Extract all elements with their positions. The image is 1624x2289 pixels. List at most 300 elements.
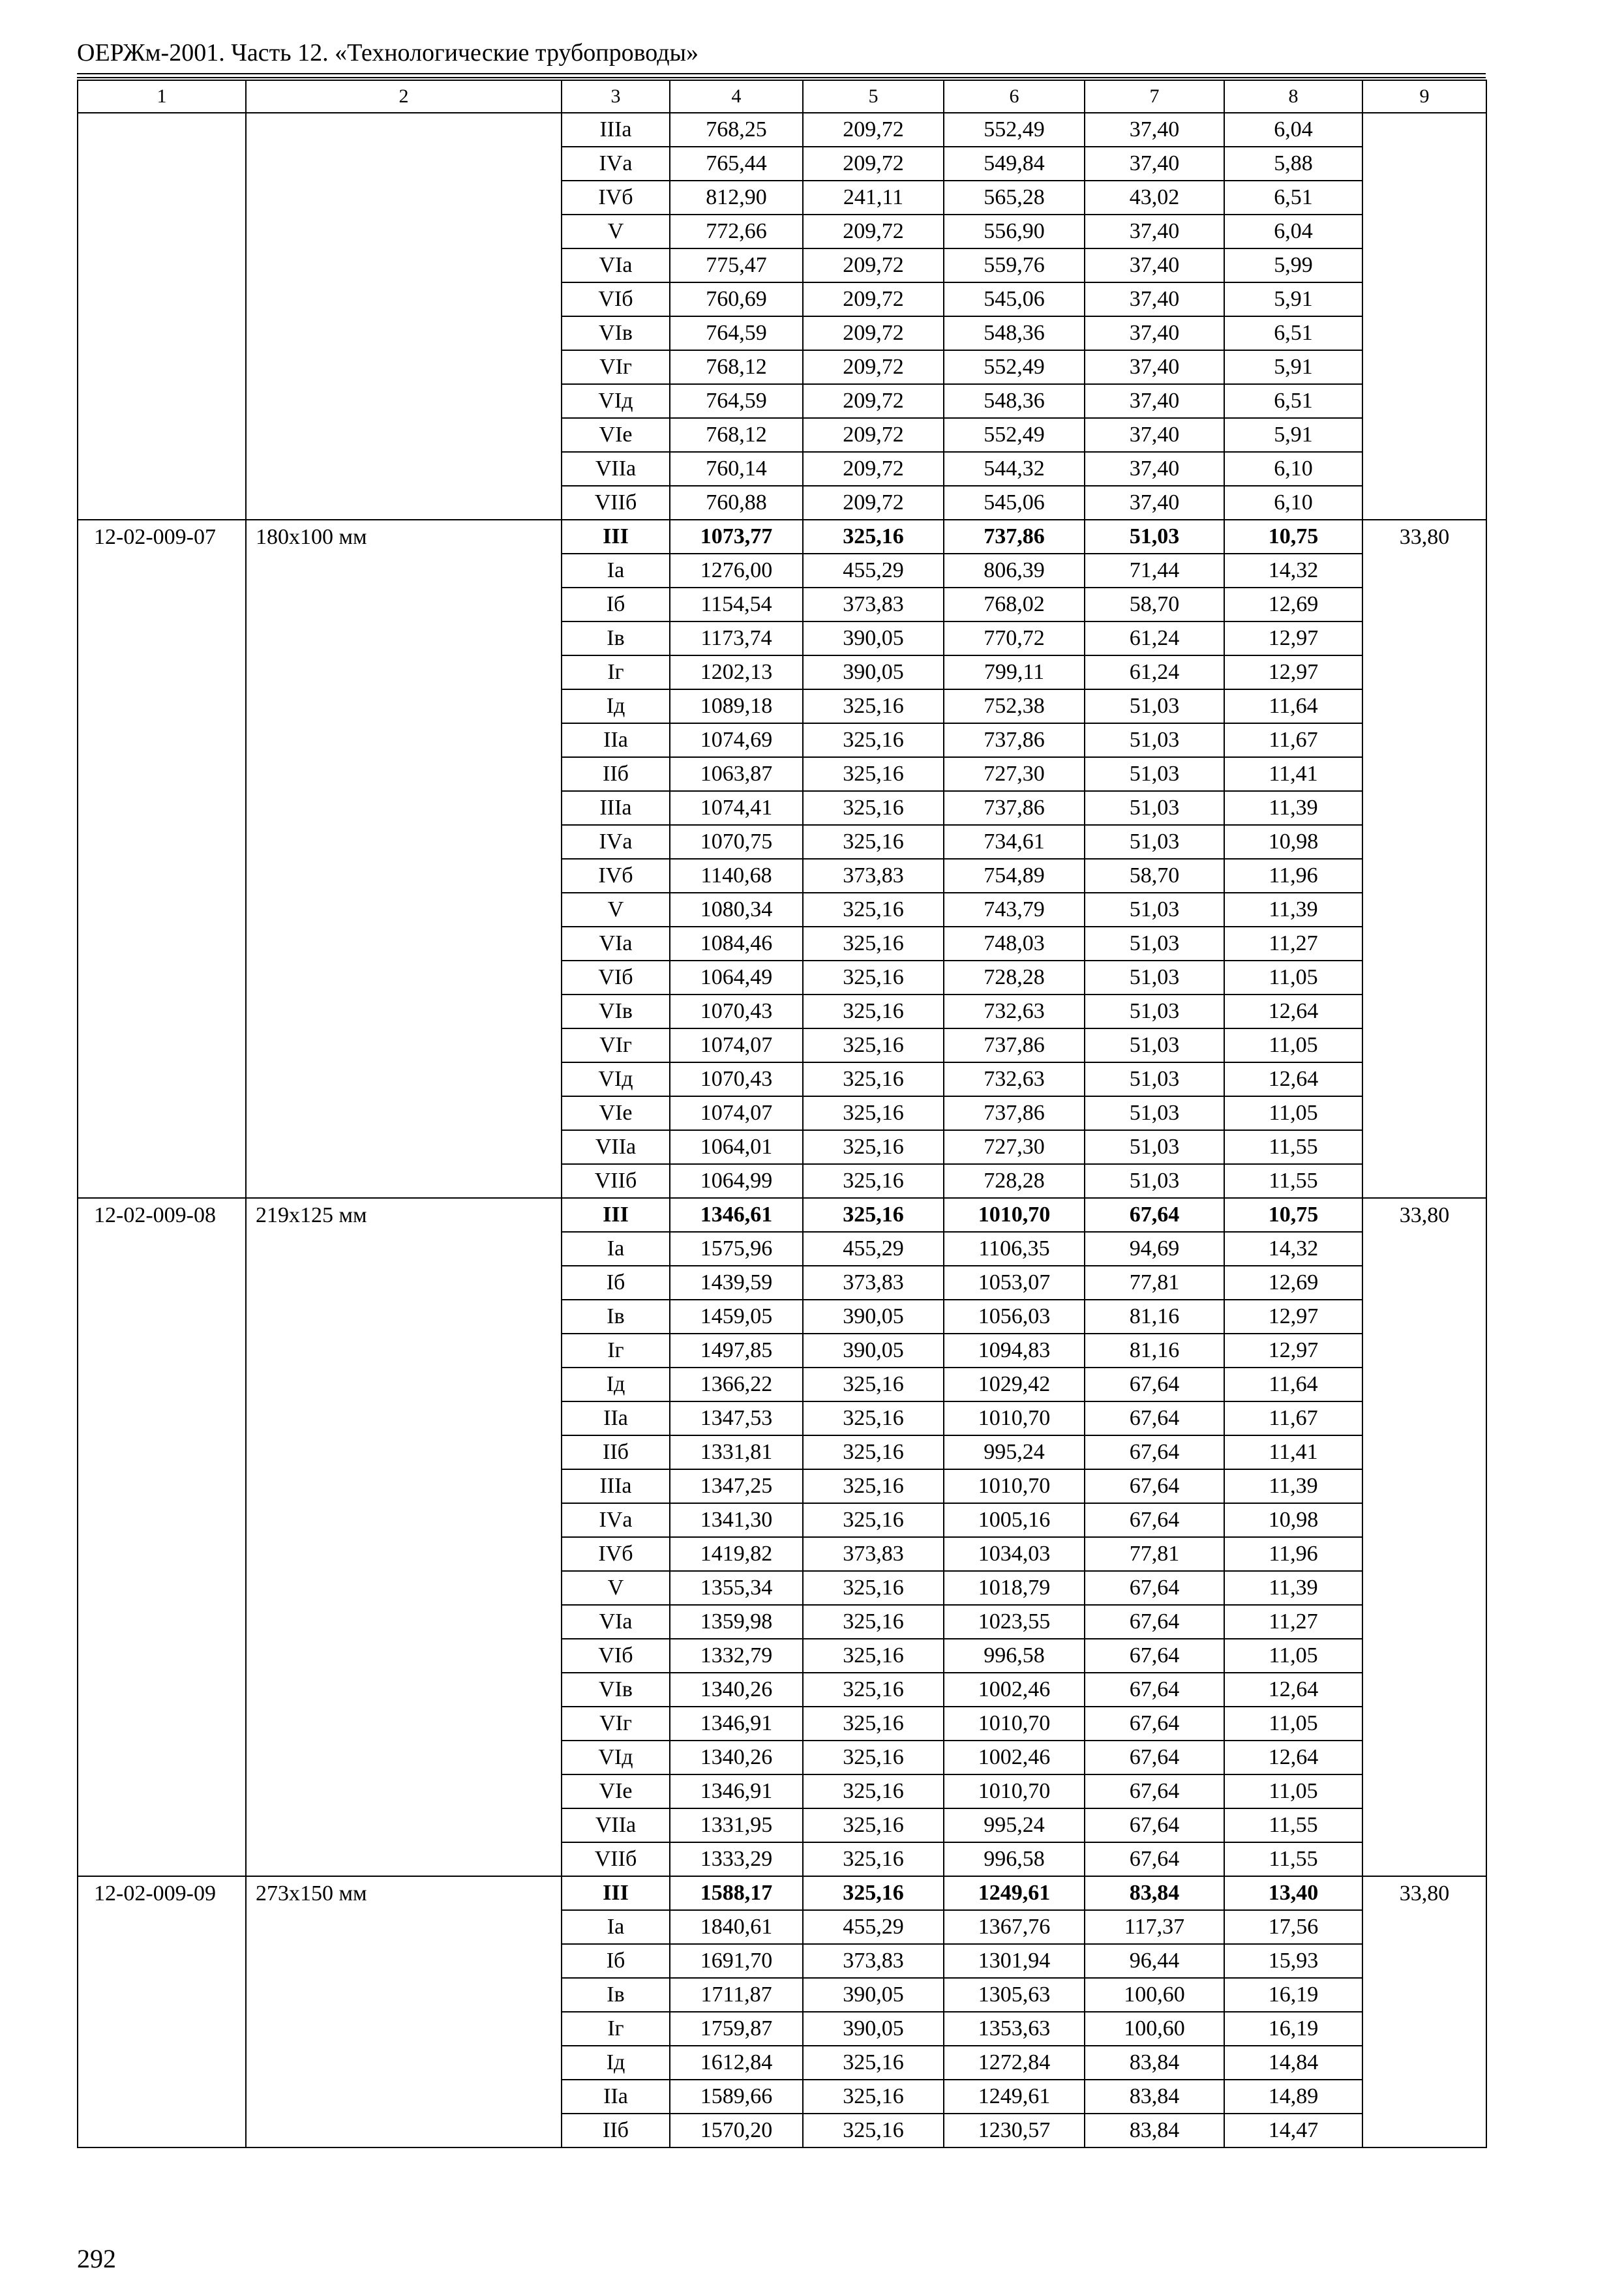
- labor-cost-cell: 209,72: [803, 418, 944, 452]
- materials-cell: 11,55: [1224, 1164, 1362, 1198]
- total-cost-cell: 1570,20: [670, 2114, 803, 2147]
- labor-hours-cell: 33,80: [1362, 520, 1486, 1198]
- labor-cost-cell: 325,16: [803, 1028, 944, 1062]
- column-number: 1: [78, 80, 246, 113]
- labor-cost-cell: 390,05: [803, 2012, 944, 2046]
- zone-cell: IVа: [562, 1503, 670, 1537]
- total-cost-cell: 1070,75: [670, 825, 803, 859]
- zone-cell: VIIа: [562, 452, 670, 486]
- operator-wage-cell: 51,03: [1085, 1164, 1224, 1198]
- materials-cell: 11,05: [1224, 1028, 1362, 1062]
- column-number: 3: [562, 80, 670, 113]
- total-cost-cell: 1346,91: [670, 1707, 803, 1741]
- zone-cell: Iв: [562, 1978, 670, 2012]
- materials-cell: 5,99: [1224, 248, 1362, 282]
- total-cost-cell: 1064,01: [670, 1130, 803, 1164]
- machine-cost-cell: 1029,42: [944, 1368, 1085, 1401]
- materials-cell: 6,04: [1224, 215, 1362, 248]
- labor-cost-cell: 325,16: [803, 1673, 944, 1707]
- materials-cell: 16,19: [1224, 2012, 1362, 2046]
- materials-cell: 11,27: [1224, 927, 1362, 961]
- pipe-size-cell: 180х100 мм: [246, 520, 562, 1198]
- operator-wage-cell: 51,03: [1085, 791, 1224, 825]
- total-cost-cell: 1419,82: [670, 1537, 803, 1571]
- materials-cell: 11,39: [1224, 1469, 1362, 1503]
- materials-cell: 6,51: [1224, 181, 1362, 215]
- machine-cost-cell: 549,84: [944, 147, 1085, 181]
- materials-cell: 14,84: [1224, 2046, 1362, 2080]
- operator-wage-cell: 51,03: [1085, 893, 1224, 927]
- machine-cost-cell: 799,11: [944, 655, 1085, 689]
- materials-cell: 12,97: [1224, 655, 1362, 689]
- zone-cell: IIб: [562, 2114, 670, 2147]
- operator-wage-cell: 43,02: [1085, 181, 1224, 215]
- total-cost-cell: 1074,69: [670, 723, 803, 757]
- total-cost-cell: 1332,79: [670, 1639, 803, 1673]
- zone-cell: Iд: [562, 2046, 670, 2080]
- labor-cost-cell: 209,72: [803, 316, 944, 350]
- operator-wage-cell: 81,16: [1085, 1334, 1224, 1368]
- labor-cost-cell: 209,72: [803, 248, 944, 282]
- total-cost-cell: 765,44: [670, 147, 803, 181]
- operator-wage-cell: 67,64: [1085, 1469, 1224, 1503]
- labor-cost-cell: 325,16: [803, 1842, 944, 1876]
- labor-cost-cell: 390,05: [803, 1978, 944, 2012]
- materials-cell: 14,32: [1224, 1232, 1362, 1266]
- labor-cost-cell: 325,16: [803, 893, 944, 927]
- machine-cost-cell: 737,86: [944, 791, 1085, 825]
- labor-cost-cell: 455,29: [803, 1232, 944, 1266]
- labor-cost-cell: 241,11: [803, 181, 944, 215]
- zone-cell: VIб: [562, 1639, 670, 1673]
- total-cost-cell: 1588,17: [670, 1876, 803, 1910]
- machine-cost-cell: 1301,94: [944, 1944, 1085, 1978]
- operator-wage-cell: 81,16: [1085, 1300, 1224, 1334]
- table-row: [78, 1198, 1486, 1232]
- operator-wage-cell: 37,40: [1085, 486, 1224, 520]
- materials-cell: 12,64: [1224, 1673, 1362, 1707]
- machine-cost-cell: 1056,03: [944, 1300, 1085, 1334]
- operator-wage-cell: 77,81: [1085, 1266, 1224, 1300]
- labor-cost-cell: 325,16: [803, 1571, 944, 1605]
- materials-cell: 5,91: [1224, 350, 1362, 384]
- machine-cost-cell: 752,38: [944, 689, 1085, 723]
- machine-cost-cell: 552,49: [944, 350, 1085, 384]
- materials-cell: 17,56: [1224, 1910, 1362, 1944]
- machine-cost-cell: 548,36: [944, 316, 1085, 350]
- machine-cost-cell: 1023,55: [944, 1605, 1085, 1639]
- materials-cell: 5,91: [1224, 418, 1362, 452]
- machine-cost-cell: 995,24: [944, 1435, 1085, 1469]
- labor-cost-cell: 325,16: [803, 2080, 944, 2114]
- total-cost-cell: 1080,34: [670, 893, 803, 927]
- labor-cost-cell: 209,72: [803, 215, 944, 248]
- zone-cell: Iа: [562, 554, 670, 588]
- total-cost-cell: 1276,00: [670, 554, 803, 588]
- materials-cell: 12,69: [1224, 588, 1362, 621]
- zone-cell: Iг: [562, 1334, 670, 1368]
- total-cost-cell: 1612,84: [670, 2046, 803, 2080]
- total-cost-cell: 1333,29: [670, 1842, 803, 1876]
- materials-cell: 11,67: [1224, 1401, 1362, 1435]
- labor-cost-cell: 373,83: [803, 1944, 944, 1978]
- total-cost-cell: 1346,91: [670, 1774, 803, 1808]
- pipe-size-cell: 219х125 мм: [246, 1198, 562, 1876]
- machine-cost-cell: 1018,79: [944, 1571, 1085, 1605]
- materials-cell: 11,39: [1224, 791, 1362, 825]
- zone-cell: Iв: [562, 1300, 670, 1334]
- total-cost-cell: 1840,61: [670, 1910, 803, 1944]
- materials-cell: 12,97: [1224, 1300, 1362, 1334]
- total-cost-cell: 1575,96: [670, 1232, 803, 1266]
- operator-wage-cell: 58,70: [1085, 588, 1224, 621]
- labor-cost-cell: 325,16: [803, 2114, 944, 2147]
- total-cost-cell: 768,25: [670, 113, 803, 147]
- zone-cell: VIа: [562, 927, 670, 961]
- pipe-size-cell: 273х150 мм: [246, 1876, 562, 2147]
- total-cost-cell: 1497,85: [670, 1334, 803, 1368]
- operator-wage-cell: 37,40: [1085, 215, 1224, 248]
- materials-cell: 11,05: [1224, 961, 1362, 995]
- labor-cost-cell: 390,05: [803, 655, 944, 689]
- total-cost-cell: 1173,74: [670, 621, 803, 655]
- machine-cost-cell: 552,49: [944, 418, 1085, 452]
- total-cost-cell: 760,14: [670, 452, 803, 486]
- labor-cost-cell: 325,16: [803, 1401, 944, 1435]
- zone-cell: VIе: [562, 418, 670, 452]
- labor-cost-cell: 373,83: [803, 859, 944, 893]
- total-cost-cell: 1711,87: [670, 1978, 803, 2012]
- total-cost-cell: 1202,13: [670, 655, 803, 689]
- machine-cost-cell: 734,61: [944, 825, 1085, 859]
- labor-cost-cell: 325,16: [803, 1639, 944, 1673]
- operator-wage-cell: 83,84: [1085, 1876, 1224, 1910]
- operator-wage-cell: 67,64: [1085, 1639, 1224, 1673]
- total-cost-cell: 772,66: [670, 215, 803, 248]
- header-rule-top: [77, 73, 1486, 74]
- zone-cell: Iг: [562, 655, 670, 689]
- labor-cost-cell: 325,16: [803, 1876, 944, 1910]
- zone-cell: VIд: [562, 1062, 670, 1096]
- total-cost-cell: 1346,61: [670, 1198, 803, 1232]
- materials-cell: 14,47: [1224, 2114, 1362, 2147]
- operator-wage-cell: 37,40: [1085, 452, 1224, 486]
- zone-cell: VIа: [562, 248, 670, 282]
- labor-cost-cell: 325,16: [803, 1605, 944, 1639]
- materials-cell: 6,10: [1224, 452, 1362, 486]
- machine-cost-cell: 1249,61: [944, 2080, 1085, 2114]
- labor-cost-cell: 209,72: [803, 350, 944, 384]
- operator-wage-cell: 51,03: [1085, 757, 1224, 791]
- machine-cost-cell: 1010,70: [944, 1401, 1085, 1435]
- table-row: [78, 113, 1486, 147]
- operator-wage-cell: 67,64: [1085, 1368, 1224, 1401]
- machine-cost-cell: 1010,70: [944, 1198, 1085, 1232]
- table-row: [78, 520, 1486, 554]
- labor-cost-cell: 325,16: [803, 1741, 944, 1774]
- operator-wage-cell: 51,03: [1085, 961, 1224, 995]
- operator-wage-cell: 51,03: [1085, 927, 1224, 961]
- total-cost-cell: 768,12: [670, 418, 803, 452]
- rates-table: [77, 80, 1487, 2148]
- machine-cost-cell: 545,06: [944, 486, 1085, 520]
- total-cost-cell: 1154,54: [670, 588, 803, 621]
- materials-cell: 13,40: [1224, 1876, 1362, 1910]
- column-number: 8: [1224, 80, 1362, 113]
- materials-cell: 11,64: [1224, 1368, 1362, 1401]
- operator-wage-cell: 67,64: [1085, 1741, 1224, 1774]
- labor-cost-cell: 325,16: [803, 757, 944, 791]
- materials-cell: 5,91: [1224, 282, 1362, 316]
- total-cost-cell: 1691,70: [670, 1944, 803, 1978]
- zone-cell: Iб: [562, 1266, 670, 1300]
- total-cost-cell: 775,47: [670, 248, 803, 282]
- labor-cost-cell: 325,16: [803, 1368, 944, 1401]
- materials-cell: 11,64: [1224, 689, 1362, 723]
- total-cost-cell: 1331,95: [670, 1808, 803, 1842]
- operator-wage-cell: 37,40: [1085, 350, 1224, 384]
- machine-cost-cell: 545,06: [944, 282, 1085, 316]
- operator-wage-cell: 51,03: [1085, 995, 1224, 1028]
- rates-table-body: [78, 80, 1486, 2147]
- total-cost-cell: 1063,87: [670, 757, 803, 791]
- total-cost-cell: 1439,59: [670, 1266, 803, 1300]
- operator-wage-cell: 67,64: [1085, 1605, 1224, 1639]
- machine-cost-cell: 565,28: [944, 181, 1085, 215]
- machine-cost-cell: 1305,63: [944, 1978, 1085, 2012]
- materials-cell: 16,19: [1224, 1978, 1362, 2012]
- total-cost-cell: 1070,43: [670, 995, 803, 1028]
- zone-cell: VIе: [562, 1774, 670, 1808]
- total-cost-cell: 1347,53: [670, 1401, 803, 1435]
- zone-cell: IVа: [562, 147, 670, 181]
- machine-cost-cell: 544,32: [944, 452, 1085, 486]
- operator-wage-cell: 51,03: [1085, 825, 1224, 859]
- labor-cost-cell: 325,16: [803, 961, 944, 995]
- total-cost-cell: 1759,87: [670, 2012, 803, 2046]
- labor-cost-cell: 325,16: [803, 689, 944, 723]
- materials-cell: 15,93: [1224, 1944, 1362, 1978]
- zone-cell: VIг: [562, 1028, 670, 1062]
- materials-cell: 11,67: [1224, 723, 1362, 757]
- operator-wage-cell: 71,44: [1085, 554, 1224, 588]
- operator-wage-cell: 67,64: [1085, 1401, 1224, 1435]
- operator-wage-cell: 67,64: [1085, 1842, 1224, 1876]
- materials-cell: 11,96: [1224, 859, 1362, 893]
- operator-wage-cell: 77,81: [1085, 1537, 1224, 1571]
- operator-wage-cell: 37,40: [1085, 282, 1224, 316]
- zone-cell: IVа: [562, 825, 670, 859]
- materials-cell: 10,98: [1224, 825, 1362, 859]
- machine-cost-cell: 1367,76: [944, 1910, 1085, 1944]
- zone-cell: VIг: [562, 350, 670, 384]
- total-cost-cell: 1359,98: [670, 1605, 803, 1639]
- machine-cost-cell: 1010,70: [944, 1707, 1085, 1741]
- materials-cell: 5,88: [1224, 147, 1362, 181]
- operator-wage-cell: 51,03: [1085, 723, 1224, 757]
- machine-cost-cell: 728,28: [944, 1164, 1085, 1198]
- rate-code-cell: [78, 113, 246, 520]
- operator-wage-cell: 61,24: [1085, 655, 1224, 689]
- materials-cell: 6,51: [1224, 384, 1362, 418]
- materials-cell: 11,55: [1224, 1808, 1362, 1842]
- zone-cell: Iв: [562, 621, 670, 655]
- operator-wage-cell: 83,84: [1085, 2080, 1224, 2114]
- machine-cost-cell: 556,90: [944, 215, 1085, 248]
- machine-cost-cell: 1094,83: [944, 1334, 1085, 1368]
- machine-cost-cell: 1249,61: [944, 1876, 1085, 1910]
- operator-wage-cell: 83,84: [1085, 2046, 1224, 2080]
- machine-cost-cell: 1230,57: [944, 2114, 1085, 2147]
- labor-cost-cell: 325,16: [803, 1435, 944, 1469]
- machine-cost-cell: 737,86: [944, 723, 1085, 757]
- machine-cost-cell: 1002,46: [944, 1673, 1085, 1707]
- column-number: 2: [246, 80, 562, 113]
- materials-cell: 11,27: [1224, 1605, 1362, 1639]
- operator-wage-cell: 67,64: [1085, 1673, 1224, 1707]
- machine-cost-cell: 1010,70: [944, 1469, 1085, 1503]
- labor-cost-cell: 325,16: [803, 1707, 944, 1741]
- labor-cost-cell: 325,16: [803, 1774, 944, 1808]
- zone-cell: VIг: [562, 1707, 670, 1741]
- materials-cell: 12,97: [1224, 621, 1362, 655]
- operator-wage-cell: 67,64: [1085, 1774, 1224, 1808]
- zone-cell: V: [562, 893, 670, 927]
- zone-cell: IIб: [562, 1435, 670, 1469]
- machine-cost-cell: 770,72: [944, 621, 1085, 655]
- materials-cell: 11,96: [1224, 1537, 1362, 1571]
- total-cost-cell: 1074,41: [670, 791, 803, 825]
- labor-cost-cell: 373,83: [803, 1537, 944, 1571]
- operator-wage-cell: 83,84: [1085, 2114, 1224, 2147]
- zone-cell: VIв: [562, 316, 670, 350]
- labor-cost-cell: 209,72: [803, 384, 944, 418]
- machine-cost-cell: 996,58: [944, 1842, 1085, 1876]
- labor-cost-cell: 325,16: [803, 995, 944, 1028]
- column-number: 7: [1085, 80, 1224, 113]
- materials-cell: 14,89: [1224, 2080, 1362, 2114]
- materials-cell: 6,51: [1224, 316, 1362, 350]
- zone-cell: IIIа: [562, 791, 670, 825]
- labor-cost-cell: 209,72: [803, 282, 944, 316]
- zone-cell: IVб: [562, 181, 670, 215]
- zone-cell: V: [562, 215, 670, 248]
- zone-cell: III: [562, 1876, 670, 1910]
- total-cost-cell: 1331,81: [670, 1435, 803, 1469]
- machine-cost-cell: 1053,07: [944, 1266, 1085, 1300]
- labor-cost-cell: 325,16: [803, 1164, 944, 1198]
- operator-wage-cell: 51,03: [1085, 1096, 1224, 1130]
- labor-cost-cell: 373,83: [803, 588, 944, 621]
- zone-cell: VIа: [562, 1605, 670, 1639]
- materials-cell: 12,64: [1224, 995, 1362, 1028]
- total-cost-cell: 1459,05: [670, 1300, 803, 1334]
- materials-cell: 11,05: [1224, 1639, 1362, 1673]
- machine-cost-cell: 768,02: [944, 588, 1085, 621]
- zone-cell: Iд: [562, 689, 670, 723]
- materials-cell: 11,05: [1224, 1707, 1362, 1741]
- table-row: [78, 1876, 1486, 1910]
- labor-cost-cell: 325,16: [803, 1062, 944, 1096]
- labor-cost-cell: 325,16: [803, 927, 944, 961]
- total-cost-cell: 1340,26: [670, 1673, 803, 1707]
- labor-cost-cell: 209,72: [803, 113, 944, 147]
- materials-cell: 12,64: [1224, 1741, 1362, 1774]
- column-number-row: [78, 80, 1486, 113]
- materials-cell: 11,05: [1224, 1774, 1362, 1808]
- zone-cell: III: [562, 520, 670, 554]
- total-cost-cell: 1140,68: [670, 859, 803, 893]
- operator-wage-cell: 37,40: [1085, 316, 1224, 350]
- materials-cell: 10,98: [1224, 1503, 1362, 1537]
- machine-cost-cell: 737,86: [944, 1028, 1085, 1062]
- labor-hours-cell: [1362, 113, 1486, 520]
- total-cost-cell: 1064,99: [670, 1164, 803, 1198]
- operator-wage-cell: 117,37: [1085, 1910, 1224, 1944]
- total-cost-cell: 1355,34: [670, 1571, 803, 1605]
- zone-cell: IIа: [562, 1401, 670, 1435]
- column-number: 9: [1362, 80, 1486, 113]
- zone-cell: Iб: [562, 588, 670, 621]
- column-number: 6: [944, 80, 1085, 113]
- total-cost-cell: 1347,25: [670, 1469, 803, 1503]
- zone-cell: VIIб: [562, 1164, 670, 1198]
- labor-hours-cell: 33,80: [1362, 1198, 1486, 1876]
- labor-cost-cell: 209,72: [803, 452, 944, 486]
- machine-cost-cell: 995,24: [944, 1808, 1085, 1842]
- page-number: 292: [77, 2244, 116, 2273]
- operator-wage-cell: 51,03: [1085, 689, 1224, 723]
- zone-cell: VIIб: [562, 1842, 670, 1876]
- zone-cell: VIд: [562, 384, 670, 418]
- labor-cost-cell: 325,16: [803, 1503, 944, 1537]
- operator-wage-cell: 100,60: [1085, 2012, 1224, 2046]
- machine-cost-cell: 552,49: [944, 113, 1085, 147]
- machine-cost-cell: 996,58: [944, 1639, 1085, 1673]
- rate-code-cell: 12-02-009-07: [78, 520, 246, 1198]
- total-cost-cell: 764,59: [670, 384, 803, 418]
- zone-cell: VIIа: [562, 1808, 670, 1842]
- total-cost-cell: 1073,77: [670, 520, 803, 554]
- materials-cell: 12,97: [1224, 1334, 1362, 1368]
- machine-cost-cell: 1106,35: [944, 1232, 1085, 1266]
- zone-cell: Iд: [562, 1368, 670, 1401]
- rate-code-cell: 12-02-009-08: [78, 1198, 246, 1876]
- materials-cell: 11,41: [1224, 757, 1362, 791]
- materials-cell: 11,55: [1224, 1130, 1362, 1164]
- labor-cost-cell: 390,05: [803, 1300, 944, 1334]
- total-cost-cell: 1366,22: [670, 1368, 803, 1401]
- machine-cost-cell: 1272,84: [944, 2046, 1085, 2080]
- labor-cost-cell: 325,16: [803, 723, 944, 757]
- labor-cost-cell: 325,16: [803, 1198, 944, 1232]
- zone-cell: IIа: [562, 2080, 670, 2114]
- operator-wage-cell: 51,03: [1085, 1028, 1224, 1062]
- operator-wage-cell: 67,64: [1085, 1808, 1224, 1842]
- materials-cell: 14,32: [1224, 554, 1362, 588]
- operator-wage-cell: 37,40: [1085, 418, 1224, 452]
- labor-cost-cell: 325,16: [803, 791, 944, 825]
- labor-cost-cell: 390,05: [803, 1334, 944, 1368]
- column-number: 4: [670, 80, 803, 113]
- materials-cell: 6,10: [1224, 486, 1362, 520]
- zone-cell: Iа: [562, 1910, 670, 1944]
- total-cost-cell: 1089,18: [670, 689, 803, 723]
- operator-wage-cell: 58,70: [1085, 859, 1224, 893]
- zone-cell: IVб: [562, 859, 670, 893]
- total-cost-cell: 760,88: [670, 486, 803, 520]
- operator-wage-cell: 37,40: [1085, 147, 1224, 181]
